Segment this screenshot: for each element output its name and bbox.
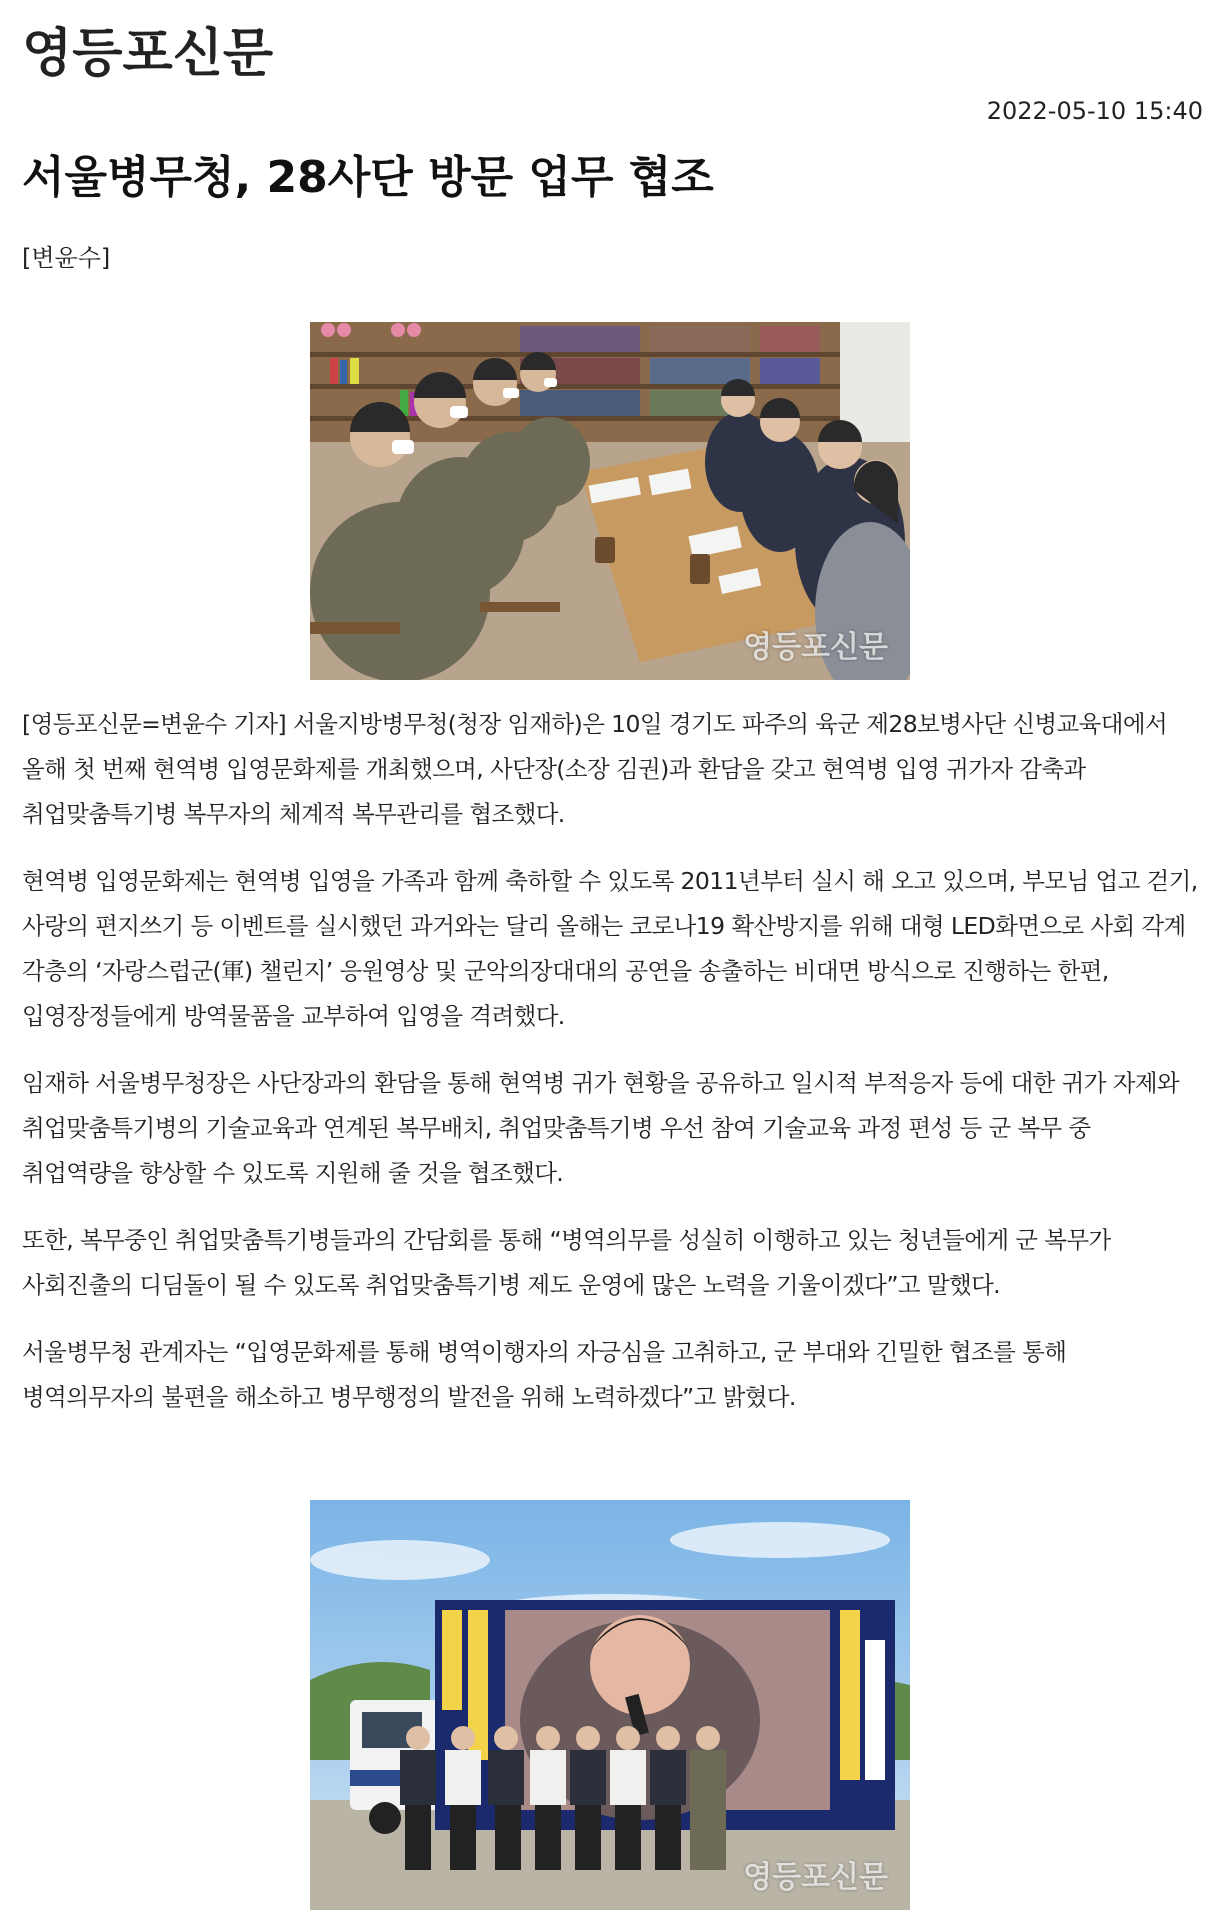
article-byline: [변윤수]: [22, 244, 111, 272]
article-paragraph: [영등포신문=변윤수 기자] 서울지방병무청(청장 임재하)은 10일 경기도 파주의 육군 제28보병사단 신병교육대에서 올해 첫 번째 현역병 입영문화제를 개최했으며, 사단장(소장 김권)과 환담을 갖고 현역병 입영 귀가자 감축과 취업맞춤특기병 복무자의 체계적 복무관리를 협조했다.: [22, 710, 1168, 828]
article-paragraph: 임재하 서울병무청장은 사단장과의 환담을 통해 현역병 귀가 현황을 공유하고 일시적 부적응자 등에 대한 귀가 자제와 취업맞춤특기병의 기술교육과 연계된 복무배치, 취업맞춤특기병 우선 참여 기술교육 과정 편성 등 군 복무 중 취업역량을 향상할 수 있도록 지원해 줄 것을 협조했다.: [22, 1069, 1180, 1187]
article-photo-meeting: [310, 322, 910, 680]
article-photo-led-truck: [310, 1500, 910, 1910]
article-title: 서울병무청, 28사단 방문 업무 협조: [22, 152, 714, 203]
photo-watermark: 영등포신문: [743, 630, 888, 665]
photo-watermark: 영등포신문: [743, 1860, 888, 1895]
article-body: [22, 702, 1202, 1442]
site-logo[interactable]: 영등포신문: [22, 24, 274, 84]
article-datetime: 2022-05-10 15:40: [986, 97, 1203, 125]
led-truck-photo-illustration: [310, 1500, 910, 1910]
article-paragraph: 서울병무청 관계자는 “입영문화제를 통해 병역이행자의 자긍심을 고취하고, 군 부대와 긴밀한 협조를 통해 병역의무자의 불편을 해소하고 병무행정의 발전을 위해 노력하겠다”고 밝혔다.: [22, 1338, 1067, 1411]
article-paragraph: 또한, 복무중인 취업맞춤특기병들과의 간담회를 통해 “병역의무를 성실히 이행하고 있는 청년들에게 군 복무가 사회진출의 디딤돌이 될 수 있도록 취업맞춤특기병 제도 운영에 많은 노력을 기울이겠다”고 말했다.: [22, 1226, 1111, 1299]
article-paragraph: 현역병 입영문화제는 현역병 입영을 가족과 함께 축하할 수 있도록 2011년부터 실시 해 오고 있으며, 부모님 업고 걷기, 사랑의 편지쓰기 등 이벤트를 실시했던 과거와는 달리 올해는 코로나19 확산방지를 위해 대형 LED화면으로 사회 각계 각층의 ‘자랑스럽군(軍) 챌린지’ 응원영상 및 군악의장대대의 공연을 송출하는 비대면 방식으로 진행하는 한편, 입영장정들에게 방역물품을 교부하여 입영을 격려했다.: [22, 867, 1198, 1030]
